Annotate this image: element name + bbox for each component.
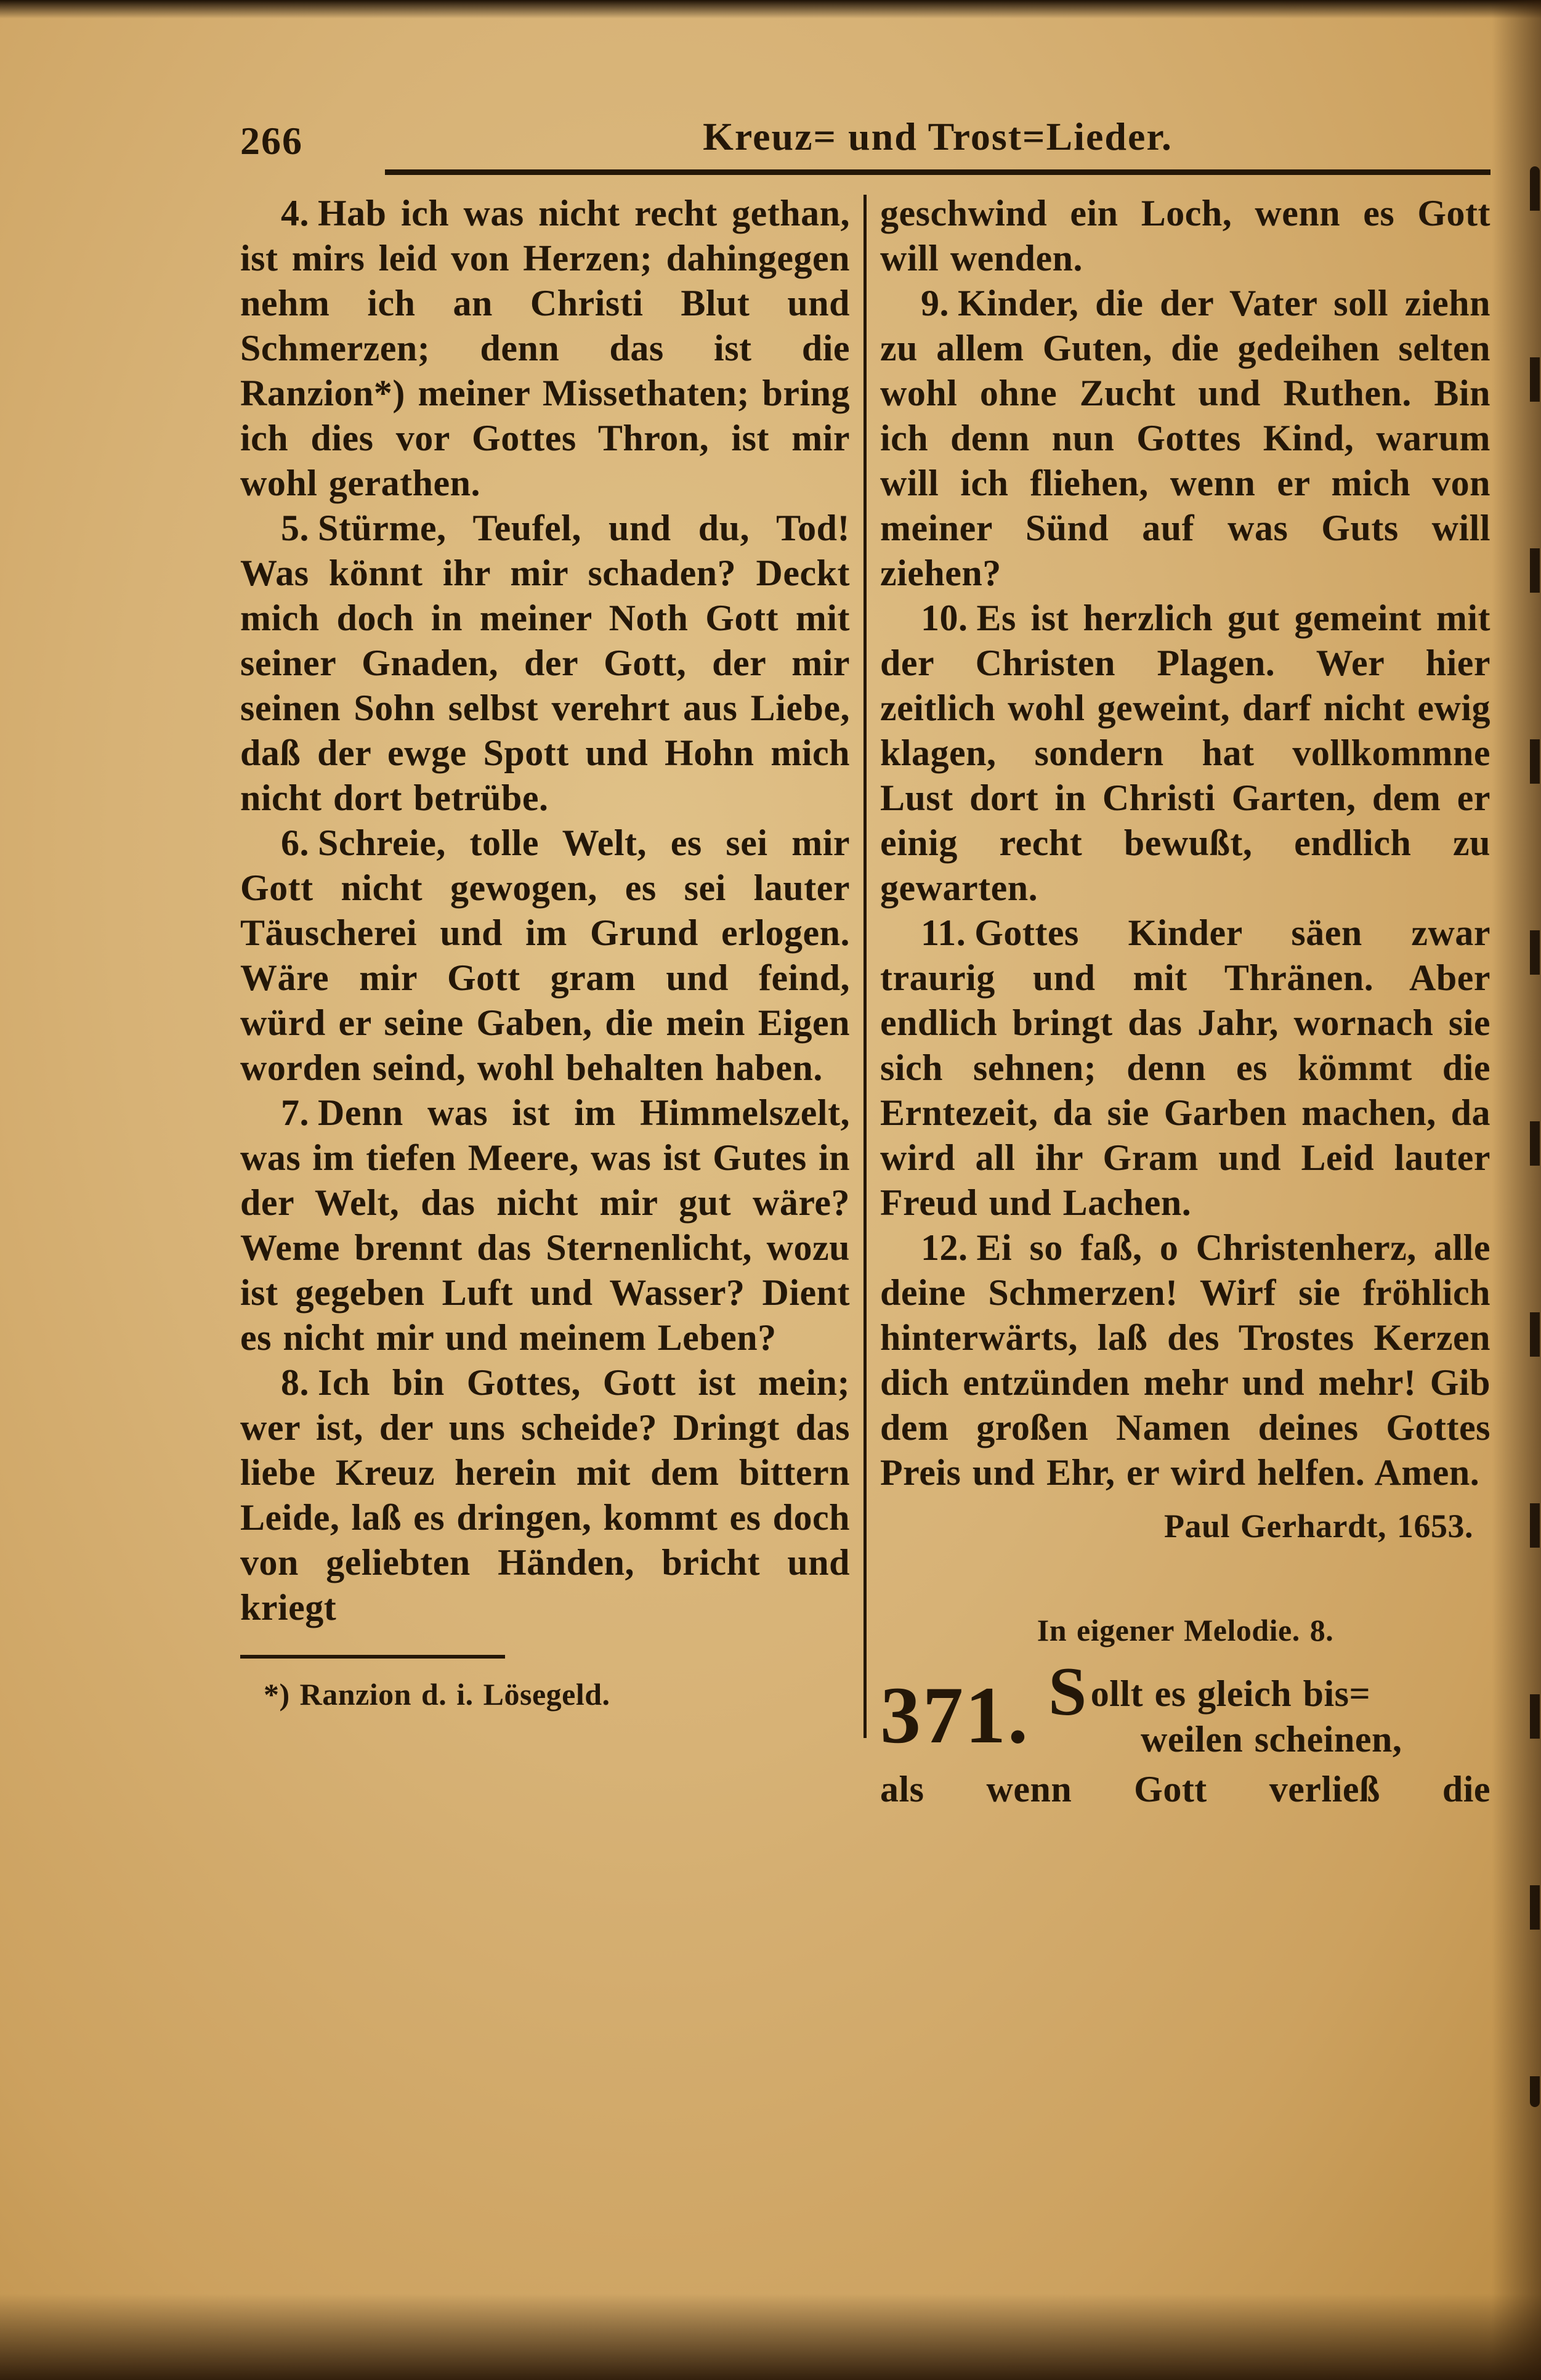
left-column bbox=[240, 191, 850, 1812]
verse-number: 12. bbox=[921, 1227, 968, 1268]
verse-4 bbox=[240, 191, 850, 506]
footnote-rule bbox=[240, 1655, 505, 1659]
scan-shadow-top bbox=[0, 0, 1541, 18]
verse-text: Schreie, tolle Welt, es sei mir Gott nicht gewogen, es sei lauter Täuscherei und im Grund erlogen. Wäre mir Gott gram und feind, würd er seine Gaben, die mein Eigen worden seind, wohl behalten haben. bbox=[240, 822, 850, 1088]
hymn-line-3: als wenn Gott verließ die bbox=[880, 1769, 1490, 1809]
hymn-line-1-text: ollt es gleich bis= bbox=[1090, 1673, 1371, 1714]
header-rule bbox=[385, 114, 1490, 175]
footnote: *) Ranzion d. i. Lösegeld. bbox=[264, 1677, 610, 1712]
verse-number: 8. bbox=[281, 1362, 309, 1403]
author-attribution: Paul Gerhardt, 1653. bbox=[1164, 1508, 1473, 1545]
verse-number: 5. bbox=[281, 508, 309, 548]
verse-12 bbox=[880, 1225, 1490, 1495]
hymn-371-start bbox=[880, 1654, 1490, 1762]
melody-note: In eigener Melodie. 8. bbox=[1037, 1613, 1334, 1647]
hymn-initial-letter: S bbox=[1048, 1654, 1087, 1730]
verse-7 bbox=[240, 1090, 850, 1360]
page-number: 266 bbox=[240, 119, 303, 163]
verse-text: Hab ich was nicht recht gethan, ist mirs leid von Herzen; dahingegen nehm ich an Christi Blut und Schmerzen; denn das ist die Ranzion*) meiner Missethaten; bring ich dies vor Gottes Thron, ist mir wohl gerathen. bbox=[240, 193, 850, 503]
verse-number: 6. bbox=[281, 822, 309, 863]
hymn-number: 371. bbox=[880, 1669, 1030, 1760]
verse-8-continuation: geschwind ein Loch, wenn es Gott will wenden. bbox=[880, 193, 1490, 278]
verse-text: Stürme, Teufel, und du, Tod! Was könnt ihr mir schaden? Deckt mich doch in meiner Noth Gott mit seiner Gnaden, der Gott, der mir seinen Sohn selbst verehrt aus Liebe, daß der ewge Spott und Hohn mich nicht dort betrübe. bbox=[240, 508, 850, 818]
verse-number: 9. bbox=[921, 283, 949, 323]
hymn-line-1 bbox=[1048, 1654, 1490, 1730]
hymn-first-lines bbox=[1048, 1654, 1490, 1762]
verse-number: 11. bbox=[921, 912, 966, 953]
hymn-line-2: weilen scheinen, bbox=[1141, 1719, 1402, 1760]
page-header bbox=[240, 114, 1490, 175]
verse-8 bbox=[240, 1360, 850, 1630]
scan-shadow-bottom bbox=[0, 2294, 1541, 2380]
page-title: Kreuz= und Trost=Lieder. bbox=[703, 115, 1173, 158]
right-column bbox=[880, 191, 1490, 1812]
verse-9 bbox=[880, 281, 1490, 596]
column-divider bbox=[864, 195, 867, 1738]
verse-number: 4. bbox=[281, 193, 309, 234]
verse-text: Denn was ist im Himmelszelt, was im tiefen Meere, was ist Gutes in der Welt, das nicht mir gut wäre? Weme brennt das Sternenlicht, wozu ist gegeben Luft und Wasser? Dient es nicht mir und meinem Leben? bbox=[240, 1092, 850, 1358]
verse-10 bbox=[880, 596, 1490, 911]
page-edge-marks bbox=[1530, 166, 1540, 2107]
verse-text: Gottes Kinder säen zwar traurig und mit Thränen. Aber endlich bringt das Jahr, wornach sie sich sehnen; denn es kömmt die Erntezeit, da sie Garben machen, da wird all ihr Gram und Leid lauter Freud und Lachen. bbox=[880, 912, 1490, 1223]
scan-shadow-right bbox=[1492, 0, 1541, 2380]
text-columns bbox=[240, 191, 1490, 1812]
verse-text: Ich bin Gottes, Gott ist mein; wer ist, der uns scheide? Dringt das liebe Kreuz herein mit dem bittern Leide, laß es dringen, kommt es doch von geliebten Händen, bricht und kriegt bbox=[240, 1362, 850, 1628]
verse-6 bbox=[240, 821, 850, 1090]
verse-number: 10. bbox=[921, 598, 968, 638]
verse-text: Ei so faß, o Christenherz, alle deine Schmerzen! Wirf sie fröhlich hinterwärts, laß des Trostes Kerzen dich entzünden mehr und mehr! Gib dem großen Namen deines Gottes Preis und Ehr, er wird helfen. Amen. bbox=[880, 1227, 1490, 1493]
verse-11 bbox=[880, 911, 1490, 1225]
verse-text: Es ist herzlich gut gemeint mit der Christen Plagen. Wer hier zeitlich wohl geweint, darf nicht ewig klagen, sondern hat vollkommne Lust dort in Christi Garten, dem er einig recht bewußt, endlich zu gewarten. bbox=[880, 598, 1490, 908]
verse-number: 7. bbox=[281, 1092, 309, 1133]
verse-5 bbox=[240, 506, 850, 821]
verse-text: Kinder, die der Vater soll ziehn zu allem Guten, die gedeihen selten wohl ohne Zucht und Ruthen. Bin ich denn nun Gottes Kind, warum will ich fliehen, wenn er mich von meiner Sünd auf was Guts will ziehen? bbox=[880, 283, 1490, 593]
